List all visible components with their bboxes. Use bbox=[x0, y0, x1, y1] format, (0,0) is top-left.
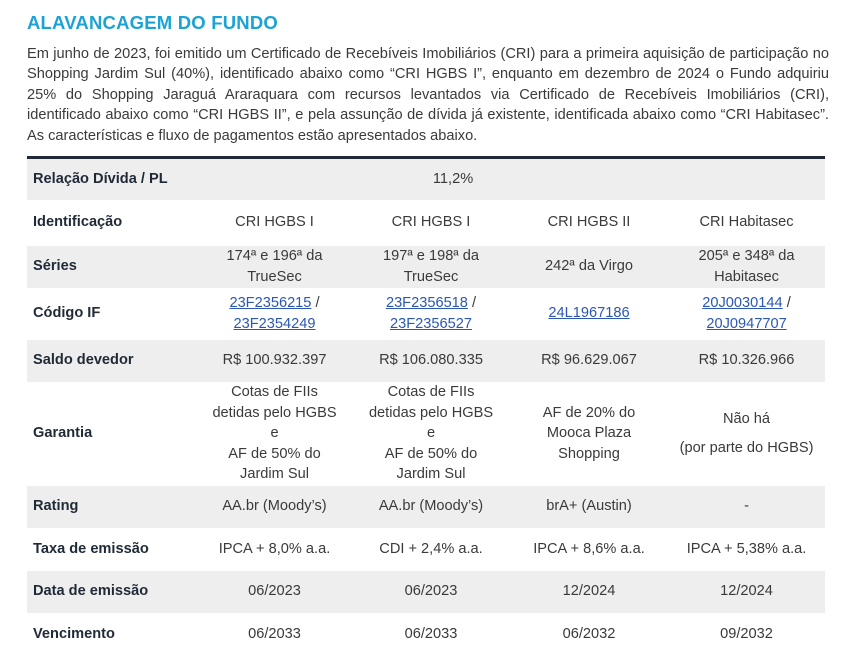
garantia-line: e bbox=[270, 425, 279, 442]
garantia-cell bbox=[510, 382, 668, 486]
slash-separator: / bbox=[471, 295, 477, 311]
ratio-value: 11,2% bbox=[197, 158, 825, 200]
ratio-row bbox=[27, 158, 825, 200]
identificacao-cell: CRI HGBS II bbox=[547, 214, 631, 231]
taxa-cell: IPCA + 8,6% a.a. bbox=[533, 540, 645, 557]
garantia-line: AF de 50% do bbox=[384, 445, 478, 462]
series-cell bbox=[668, 246, 825, 288]
identificacao-label: Identificação bbox=[33, 214, 123, 231]
garantia-line: Jardim Sul bbox=[240, 466, 309, 483]
series-line: 174ª e 196ª da bbox=[226, 248, 323, 264]
garantia-line: detidas pelo HGBS bbox=[368, 404, 494, 421]
identificacao-cell: CRI Habitasec bbox=[699, 214, 794, 231]
garantia-line: detidas pelo HGBS bbox=[212, 404, 337, 421]
garantia-line: AF de 20% do bbox=[542, 404, 636, 421]
garantia-line: AF de 50% do bbox=[228, 445, 321, 462]
vencimento-cell: 06/2033 bbox=[404, 625, 458, 642]
garantia-cell bbox=[352, 382, 510, 486]
garantia-line: Jardim Sul bbox=[396, 466, 466, 483]
garantia-cell bbox=[668, 382, 825, 486]
codigo-link[interactable]: 23F2356215 bbox=[229, 295, 312, 311]
debt-table bbox=[27, 156, 825, 656]
vencimento-cell: 06/2032 bbox=[562, 625, 616, 642]
vencimento-cell: 09/2032 bbox=[720, 625, 773, 642]
taxa-label: Taxa de emissão bbox=[33, 540, 149, 557]
ratio-label: Relação Dívida / PL bbox=[27, 158, 197, 200]
slash-separator: / bbox=[786, 295, 791, 311]
series-label: Séries bbox=[27, 246, 197, 288]
vencimento-label: Vencimento bbox=[33, 625, 115, 642]
saldo-cell: R$ 106.080.335 bbox=[352, 340, 510, 382]
codigo-cell bbox=[668, 288, 825, 340]
data-emissao-row bbox=[27, 571, 825, 613]
data-emissao-cell: 06/2023 bbox=[352, 571, 510, 613]
series-cell bbox=[197, 246, 352, 288]
series-line: 242ª da Virgo bbox=[545, 258, 633, 275]
codigo-cell bbox=[197, 288, 352, 340]
identificacao-cell: CRI HGBS I bbox=[391, 214, 471, 231]
codigo-cell bbox=[352, 288, 510, 340]
garantia-row bbox=[27, 382, 825, 486]
data-emissao-cell: 06/2023 bbox=[197, 571, 352, 613]
rating-cell: AA.br (Moody’s) bbox=[197, 486, 352, 528]
series-line: TrueSec bbox=[403, 268, 459, 285]
identificacao-cell: CRI HGBS I bbox=[235, 214, 314, 231]
codigo-link[interactable]: 23F2356518 bbox=[385, 295, 468, 311]
codigo-link[interactable]: 20J0947707 bbox=[706, 315, 787, 332]
garantia-line: Mooca Plaza bbox=[546, 425, 632, 442]
data-emissao-cell: 12/2024 bbox=[668, 571, 825, 613]
codigo-link[interactable]: 23F2356527 bbox=[390, 315, 472, 332]
codigo-link[interactable]: 20J0030144 bbox=[702, 295, 783, 311]
taxa-cell: CDI + 2,4% a.a. bbox=[379, 540, 483, 557]
vencimento-cell: 06/2033 bbox=[248, 625, 301, 642]
codigo-link[interactable]: 24L1967186 bbox=[548, 305, 630, 322]
section-title: ALAVANCAGEM DO FUNDO bbox=[27, 12, 278, 33]
taxa-cell: IPCA + 8,0% a.a. bbox=[218, 540, 331, 557]
garantia-line: e bbox=[426, 425, 436, 442]
series-row bbox=[27, 246, 825, 288]
saldo-cell: R$ 96.629.067 bbox=[510, 340, 668, 382]
series-line: TrueSec bbox=[247, 268, 302, 285]
series-cell bbox=[352, 246, 510, 288]
series-cell bbox=[510, 246, 668, 288]
taxa-cell: IPCA + 5,38% a.a. bbox=[686, 540, 807, 557]
data-emissao-cell: 12/2024 bbox=[510, 571, 668, 613]
rating-row bbox=[27, 486, 825, 528]
series-line: 205ª e 348ª da bbox=[698, 248, 795, 264]
codigo-label: Código IF bbox=[33, 305, 101, 322]
garantia-line: Cotas de FIIs bbox=[231, 384, 318, 401]
saldo-label: Saldo devedor bbox=[27, 340, 197, 382]
rating-cell: - bbox=[668, 486, 825, 528]
saldo-cell: R$ 100.932.397 bbox=[197, 340, 352, 382]
codigo-cell bbox=[510, 288, 668, 340]
data-emissao-label: Data de emissão bbox=[27, 571, 197, 613]
series-line: 197ª e 198ª da bbox=[382, 248, 479, 264]
vencimento-row bbox=[27, 613, 825, 656]
garantia-line: (por parte do HGBS) bbox=[679, 440, 814, 456]
garantia-cell bbox=[197, 382, 352, 486]
garantia-line: Não há bbox=[722, 410, 771, 427]
series-line: Habitasec bbox=[714, 268, 779, 285]
garantia-line: Shopping bbox=[558, 445, 620, 462]
garantia-label: Garantia bbox=[33, 425, 93, 442]
slash-separator: / bbox=[315, 295, 320, 311]
saldo-cell: R$ 10.326.966 bbox=[668, 340, 825, 382]
codigo-link[interactable]: 23F2354249 bbox=[233, 315, 316, 332]
rating-label: Rating bbox=[27, 486, 197, 528]
saldo-row bbox=[27, 340, 825, 382]
identificacao-row bbox=[27, 200, 825, 246]
garantia-line: Cotas de FIIs bbox=[387, 384, 475, 401]
taxa-row bbox=[27, 528, 825, 571]
rating-cell: brA+ (Austin) bbox=[510, 486, 668, 528]
rating-cell: AA.br (Moody’s) bbox=[352, 486, 510, 528]
codigo-row bbox=[27, 288, 825, 340]
intro-paragraph: Em junho de 2023, foi emitido um Certificado de Recebíveis Imobiliários (CRI) para a primeira aquisição de participação no Shopping Jardim Sul (40%), identificado abaixo como “CRI HGBS I”, enquanto em dezembro de 2024 o Fundo adquiriu 25% do Shopping Jaraguá Araraquara com recursos levantados via Certificado de Recebíveis Imobiliários (CRI), identificado abaixo como “CRI HGBS II”, e pela assunção de dívida já existente, identificada abaixo como “CRI Habitasec”. As características e fluxo de pagamentos estão apresentados abaixo. bbox=[27, 46, 829, 144]
